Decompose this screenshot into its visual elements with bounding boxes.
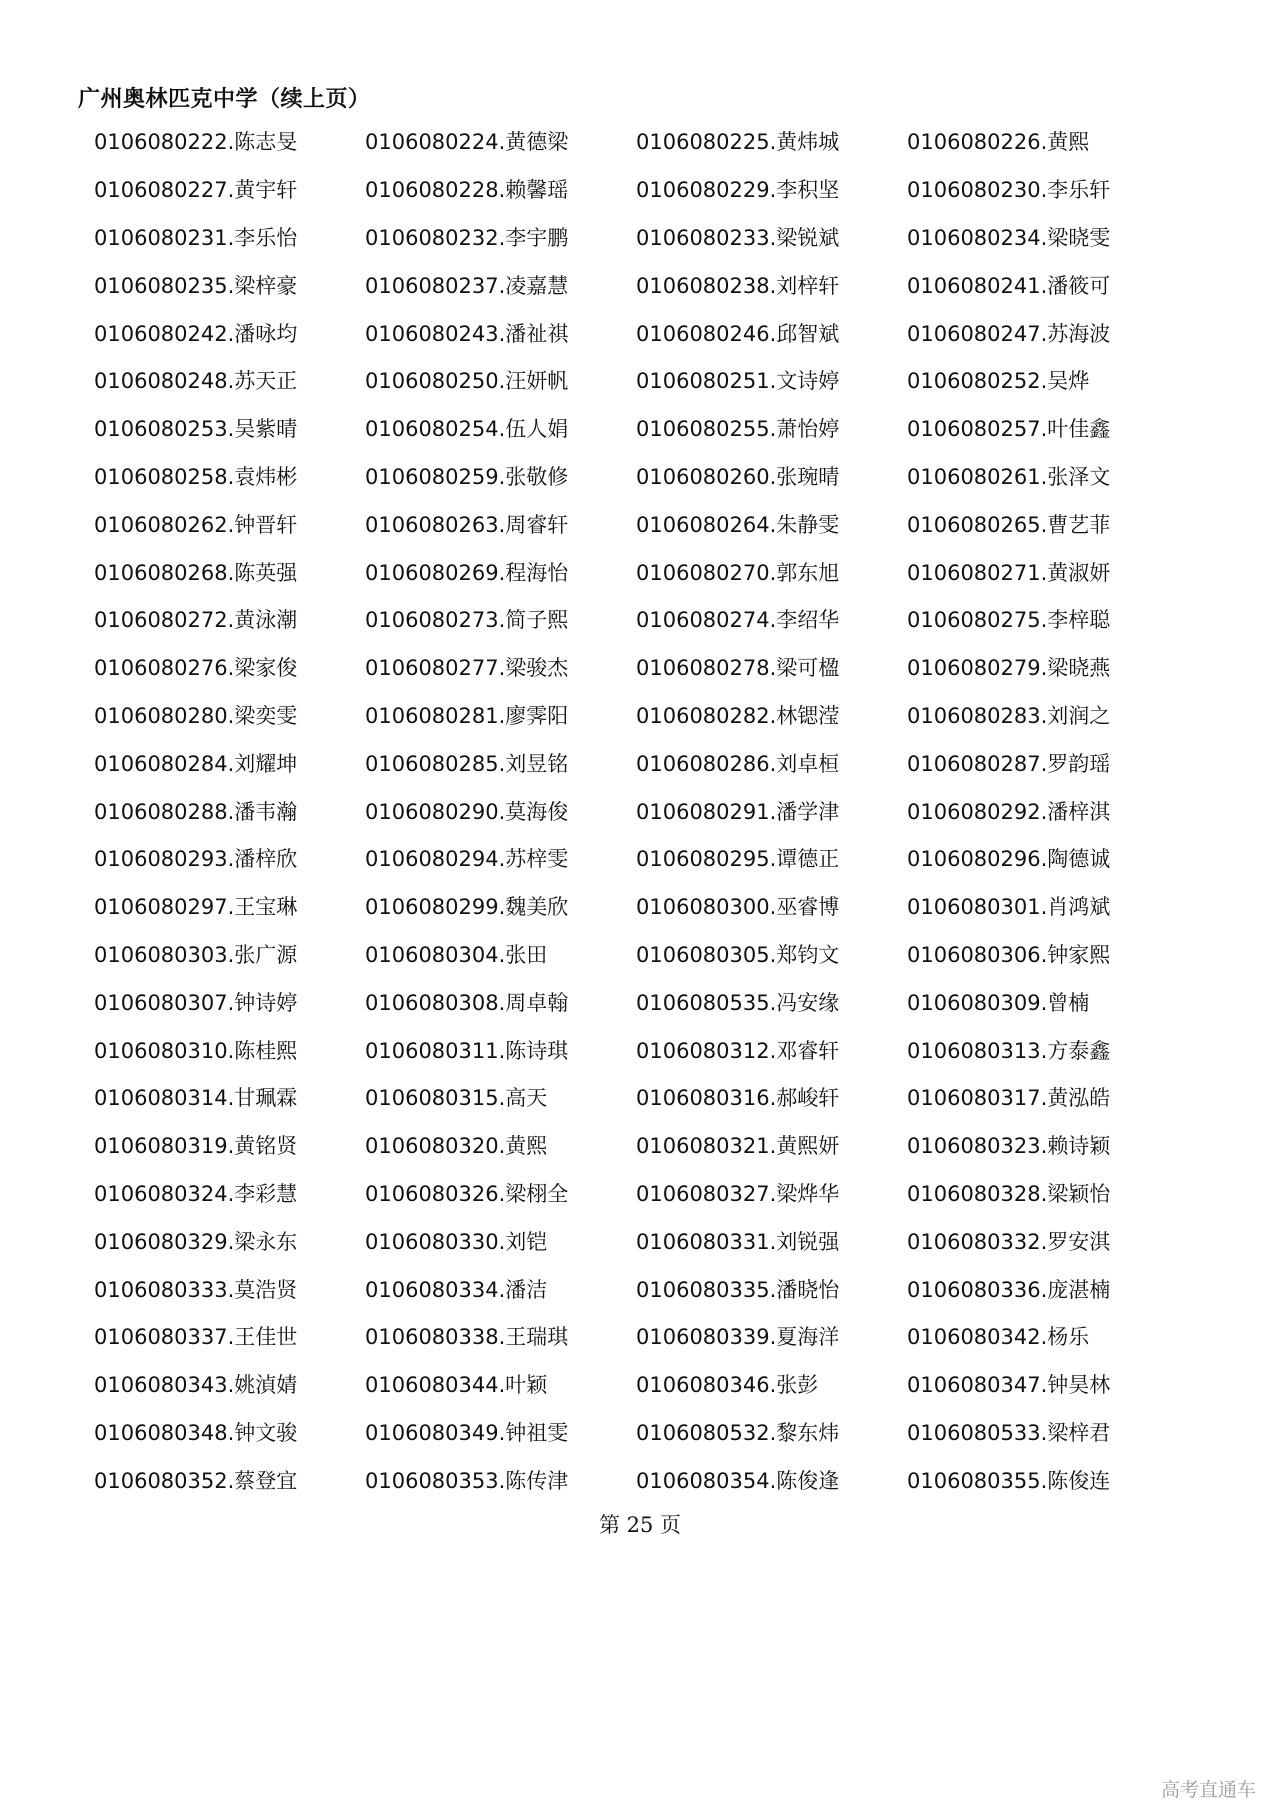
list-entry: 0106080535.冯安缘 <box>636 990 840 1015</box>
list-entry: 0106080293.潘梓欣 <box>94 847 298 872</box>
list-entry: 0106080246.邱智斌 <box>636 321 840 346</box>
list-entry: 0106080230.李乐轩 <box>907 178 1111 203</box>
list-entry: 0106080232.李宇鹏 <box>365 225 569 250</box>
list-entry: 0106080265.曹艺菲 <box>907 512 1111 537</box>
list-entry: 0106080238.刘梓轩 <box>636 273 840 298</box>
list-entry: 0106080255.萧怡婷 <box>636 417 840 442</box>
list-entry: 0106080283.刘润之 <box>907 703 1111 728</box>
list-entry: 0106080253.吴紫晴 <box>94 417 298 442</box>
list-entry: 0106080226.黄熙 <box>907 130 1090 155</box>
list-entry: 0106080332.罗安淇 <box>907 1229 1111 1254</box>
list-entry: 0106080343.姚湞婧 <box>94 1373 298 1398</box>
list-entry: 0106080235.梁梓豪 <box>94 273 298 298</box>
list-entry: 0106080269.程海怡 <box>365 560 569 585</box>
list-entry: 0106080533.梁梓君 <box>907 1420 1111 1445</box>
list-entry: 0106080231.李乐怡 <box>94 225 298 250</box>
list-entry: 0106080339.夏海洋 <box>636 1325 840 1350</box>
list-entry: 0106080272.黄泳潮 <box>94 608 298 633</box>
list-entry: 0106080317.黄泓皓 <box>907 1086 1111 1111</box>
list-entry: 0106080349.钟祖雯 <box>365 1420 569 1445</box>
list-entry: 0106080270.郭东旭 <box>636 560 840 585</box>
list-entry: 0106080312.邓睿轩 <box>636 1038 840 1063</box>
list-entry: 0106080261.张泽文 <box>907 464 1111 489</box>
list-entry: 0106080248.苏天正 <box>94 369 298 394</box>
list-entry: 0106080242.潘咏均 <box>94 321 298 346</box>
list-entry: 0106080303.张广源 <box>94 942 298 967</box>
list-entry: 0106080346.张彭 <box>636 1373 819 1398</box>
list-entry: 0106080338.王瑞琪 <box>365 1325 569 1350</box>
list-entry: 0106080324.李彩慧 <box>94 1181 298 1206</box>
list-entry: 0106080311.陈诗琪 <box>365 1038 569 1063</box>
list-entry: 0106080285.刘昱铭 <box>365 751 569 776</box>
list-entry: 0106080342.杨乐 <box>907 1325 1090 1350</box>
list-entry: 0106080532.黎东炜 <box>636 1420 840 1445</box>
list-entry: 0106080354.陈俊逢 <box>636 1468 840 1493</box>
list-entry: 0106080352.蔡登宜 <box>94 1468 298 1493</box>
list-entry: 0106080224.黄德梁 <box>365 130 569 155</box>
list-entry: 0106080280.梁奕雯 <box>94 703 298 728</box>
list-entry: 0106080347.钟昊林 <box>907 1373 1111 1398</box>
list-entry: 0106080291.潘学津 <box>636 799 840 824</box>
list-entry: 0106080276.梁家俊 <box>94 656 298 681</box>
list-entry: 0106080243.潘祉祺 <box>365 321 569 346</box>
list-entry: 0106080241.潘筱可 <box>907 273 1111 298</box>
list-entry: 0106080258.袁炜彬 <box>94 464 298 489</box>
list-entry: 0106080308.周卓翰 <box>365 990 569 1015</box>
list-entry: 0106080306.钟家熙 <box>907 942 1111 967</box>
list-entry: 0106080252.吴烨 <box>907 369 1090 394</box>
list-entry: 0106080309.曾楠 <box>907 990 1090 1015</box>
list-entry: 0106080315.高天 <box>365 1086 548 1111</box>
list-entry: 0106080330.刘铠 <box>365 1229 548 1254</box>
list-entry: 0106080287.罗韵瑶 <box>907 751 1111 776</box>
list-entry: 0106080353.陈传津 <box>365 1468 569 1493</box>
list-entry: 0106080334.潘洁 <box>365 1277 548 1302</box>
list-entry: 0106080297.王宝琳 <box>94 895 298 920</box>
section-heading: 广州奥林匹克中学（续上页） <box>78 87 371 112</box>
list-entry: 0106080250.汪妍帆 <box>365 369 569 394</box>
list-entry: 0106080228.赖馨瑶 <box>365 178 569 203</box>
list-entry: 0106080327.梁烨华 <box>636 1181 840 1206</box>
list-entry: 0106080310.陈桂熙 <box>94 1038 298 1063</box>
list-entry: 0106080271.黄淑妍 <box>907 560 1111 585</box>
list-entry: 0106080301.肖鸿斌 <box>907 895 1111 920</box>
admission-list <box>94 119 1204 1505</box>
list-entry: 0106080296.陶德诚 <box>907 847 1111 872</box>
list-entry: 0106080319.黄铭贤 <box>94 1134 298 1159</box>
list-entry: 0106080282.林锶滢 <box>636 703 840 728</box>
list-entry: 0106080294.苏梓雯 <box>365 847 569 872</box>
list-entry: 0106080326.梁栩全 <box>365 1181 569 1206</box>
list-entry: 0106080260.张琬晴 <box>636 464 840 489</box>
list-entry: 0106080292.潘梓淇 <box>907 799 1111 824</box>
list-entry: 0106080281.廖霁阳 <box>365 703 569 728</box>
list-entry: 0106080314.甘珮霖 <box>94 1086 298 1111</box>
list-entry: 0106080329.梁永东 <box>94 1229 298 1254</box>
list-entry: 0106080321.黄熙妍 <box>636 1134 840 1159</box>
list-entry: 0106080316.郝峻轩 <box>636 1086 840 1111</box>
list-entry: 0106080274.李绍华 <box>636 608 840 633</box>
list-entry: 0106080227.黄宇轩 <box>94 178 298 203</box>
list-entry: 0106080234.梁晓雯 <box>907 225 1111 250</box>
list-entry: 0106080222.陈志旻 <box>94 130 298 155</box>
list-entry: 0106080257.叶佳鑫 <box>907 417 1111 442</box>
list-entry: 0106080279.梁晓燕 <box>907 656 1111 681</box>
list-entry: 0106080225.黄炜城 <box>636 130 840 155</box>
list-entry: 0106080290.莫海俊 <box>365 799 569 824</box>
list-entry: 0106080251.文诗婷 <box>636 369 840 394</box>
list-entry: 0106080305.郑钧文 <box>636 942 840 967</box>
list-entry: 0106080299.魏美欣 <box>365 895 569 920</box>
list-entry: 0106080264.朱静雯 <box>636 512 840 537</box>
list-entry: 0106080300.巫睿博 <box>636 895 840 920</box>
list-entry: 0106080233.梁锐斌 <box>636 225 840 250</box>
list-entry: 0106080288.潘韦瀚 <box>94 799 298 824</box>
list-entry: 0106080304.张田 <box>365 942 548 967</box>
page-number: 第 25 页 <box>598 1513 682 1537</box>
list-entry: 0106080331.刘锐强 <box>636 1229 840 1254</box>
list-entry: 0106080229.李积坚 <box>636 178 840 203</box>
list-entry: 0106080295.谭德正 <box>636 847 840 872</box>
list-entry: 0106080344.叶颖 <box>365 1373 548 1398</box>
list-entry: 0106080259.张敬修 <box>365 464 569 489</box>
list-entry: 0106080277.梁骏杰 <box>365 656 569 681</box>
list-entry: 0106080348.钟文骏 <box>94 1420 298 1445</box>
list-entry: 0106080307.钟诗婷 <box>94 990 298 1015</box>
list-entry: 0106080284.刘耀坤 <box>94 751 298 776</box>
list-entry: 0106080337.王佳世 <box>94 1325 298 1350</box>
list-entry: 0106080336.庞湛楠 <box>907 1277 1111 1302</box>
list-entry: 0106080247.苏海波 <box>907 321 1111 346</box>
list-entry: 0106080328.梁颖怡 <box>907 1181 1111 1206</box>
list-entry: 0106080313.方泰鑫 <box>907 1038 1111 1063</box>
list-entry: 0106080275.李梓聪 <box>907 608 1111 633</box>
list-entry: 0106080286.刘卓桓 <box>636 751 840 776</box>
list-entry: 0106080254.伍人娟 <box>365 417 569 442</box>
list-entry: 0106080323.赖诗颖 <box>907 1134 1111 1159</box>
list-entry: 0106080278.梁可楹 <box>636 656 840 681</box>
list-entry: 0106080262.钟晋轩 <box>94 512 298 537</box>
list-entry: 0106080268.陈英强 <box>94 560 298 585</box>
list-entry: 0106080273.简子熙 <box>365 608 569 633</box>
list-entry: 0106080335.潘晓怡 <box>636 1277 840 1302</box>
list-entry: 0106080320.黄熙 <box>365 1134 548 1159</box>
list-entry: 0106080355.陈俊连 <box>907 1468 1111 1493</box>
list-entry: 0106080237.凌嘉慧 <box>365 273 569 298</box>
watermark: 高考直通车 <box>1160 1779 1256 1801</box>
list-entry: 0106080333.莫浩贤 <box>94 1277 298 1302</box>
list-entry: 0106080263.周睿轩 <box>365 512 569 537</box>
